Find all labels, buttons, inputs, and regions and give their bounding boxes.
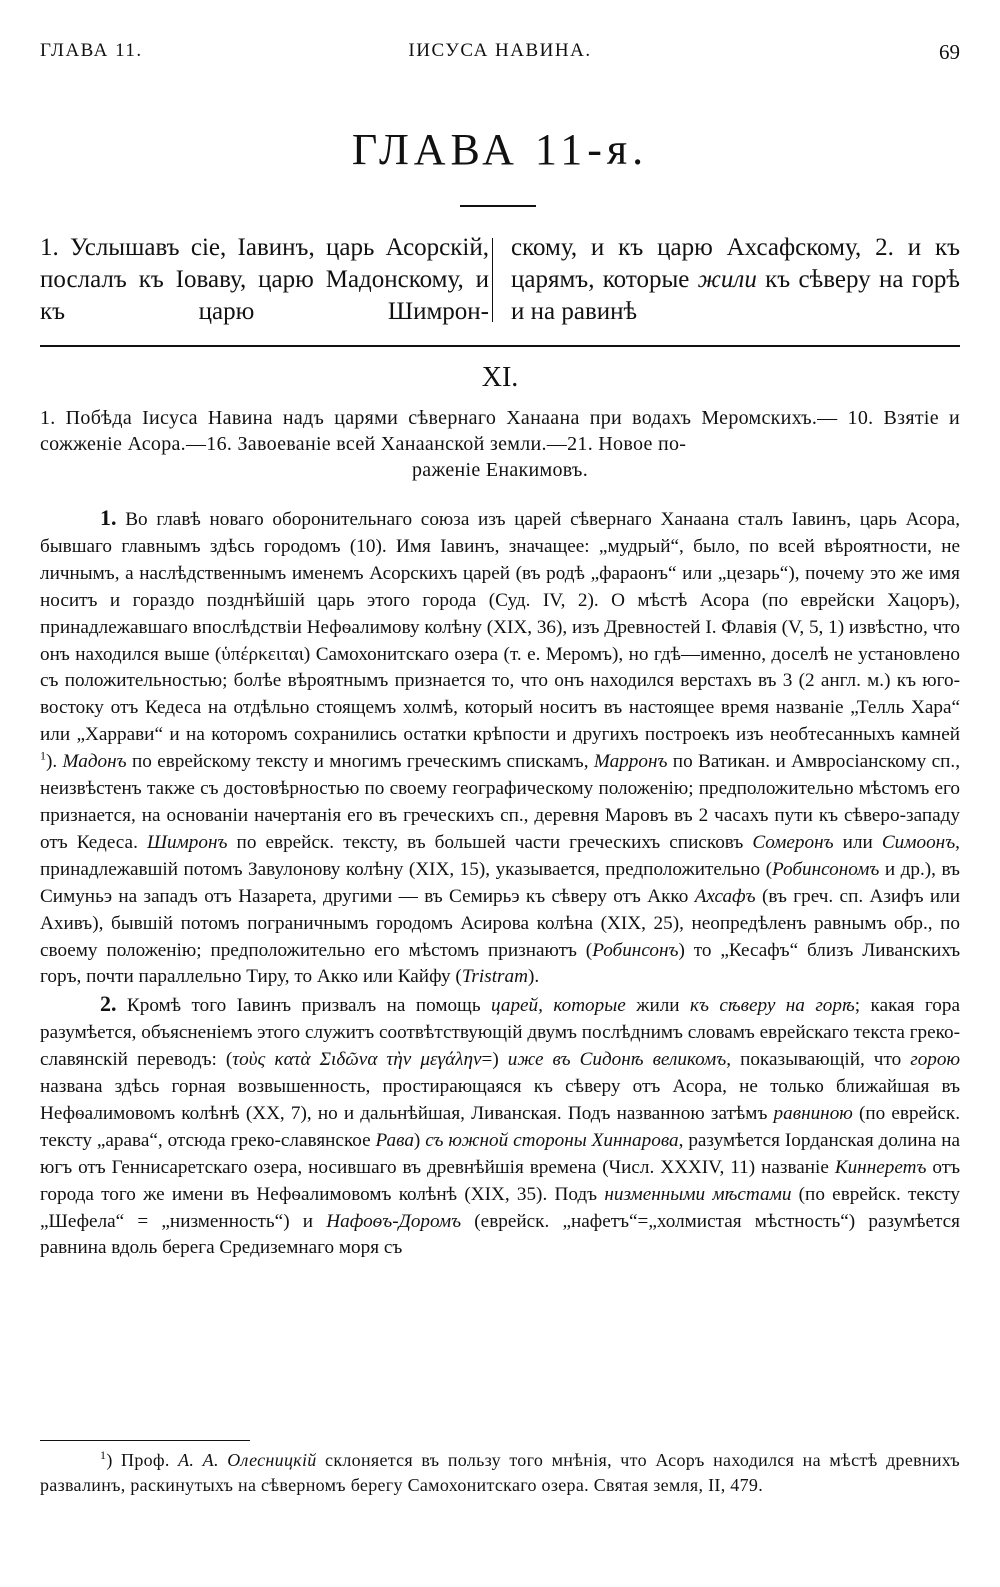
scripture-right-line: 2. и къ царямъ, которые bbox=[511, 234, 961, 293]
commentary-italic: Робинсономъ bbox=[771, 858, 880, 880]
verse-number: 2. bbox=[100, 991, 117, 1017]
scripture-left-column: 1. Услышавъ сіе, Іавинъ, царь Асорскій, послалъ къ Іоваву, царю Мадонскому, и къ царю Шимрон- bbox=[40, 234, 489, 325]
summary-text: 1. Побѣда Іисуса Навина надъ царями сѣвернаго Ханаана при водахъ Меромскихъ.— 10. Взятіе и сожженіе Асора.—16. Завоеваніе всей Ханаанской земли.—21. Новое по- bbox=[40, 407, 960, 455]
verse-number: 1. bbox=[100, 505, 117, 530]
page-number: 69 bbox=[939, 40, 960, 64]
commentary-text: по Ватикан. и Амвросіанскому сп., неизвѣстенъ также съ достовѣрностью по своему географическому положенію; предположительно мѣстомъ его признается, на основаніи начертанія его въ греческихъ сп., деревня Маровъ въ 2 часахъ пути къ сѣверо-западу отъ Кедеса. bbox=[40, 751, 960, 853]
summary-last-line: раженіе Енакимовъ. bbox=[411, 459, 588, 481]
commentary-text: или bbox=[833, 831, 882, 853]
footnote-paragraph bbox=[40, 1448, 960, 1498]
commentary-italic: Сомеронъ bbox=[752, 831, 834, 853]
commentary-italic: иже въ Сидонѣ великомъ bbox=[507, 1049, 727, 1071]
footnote-text: ) Проф. bbox=[106, 1450, 179, 1470]
commentary-italic: Нафоѳъ-Доромъ bbox=[326, 1210, 462, 1232]
commentary-italic: низменными мѣстами bbox=[604, 1183, 792, 1205]
commentary-text: названа здѣсь горная возвышенность, простирающаяся къ сѣверу отъ Асора, не только ближайшая въ Нефѳалимовомъ колѣнѣ (XX, 7), но и дальнѣйшая, Ливанская. Подъ названною затѣмъ bbox=[40, 1076, 960, 1124]
commentary-text: , принадлежавшій потомъ Завулонову колѣну (XIX, 15), указывается, предположительно ( bbox=[40, 831, 960, 880]
commentary-italic: царей, которые bbox=[491, 995, 626, 1017]
text-divider bbox=[40, 345, 960, 347]
commentary-paragraph bbox=[40, 505, 960, 991]
commentary-italic: Tristram bbox=[461, 966, 528, 988]
commentary-italic: съ южной стороны Хиннарова bbox=[425, 1129, 679, 1151]
scripture-right-line: къ сѣверу на горѣ и на равинѣ bbox=[511, 266, 960, 325]
commentary-text: (въ греч. сп. Азифъ или Ахивъ), бывшій потомъ пограничнымъ городомъ Асирова колѣна (XIX, 25), неопредѣленъ равнымъ обр., по своему положенію; предположительно его мѣстомъ признаютъ ( bbox=[40, 885, 960, 961]
footnote-text: склоняется въ пользу того мнѣнія, что Асоръ находился на мѣстѣ древнихъ развалинъ, раскинутыхъ на сѣверномъ берегу Самохонитскаго озера. Святая земля, II, 479. bbox=[40, 1450, 960, 1495]
scripture-right-line: скому, и къ царю Ахсафскому, bbox=[511, 234, 862, 261]
commentary-text: ; какая гора разумѣется, объясненіемъ этого служитъ соотвѣтствующій двумъ послѣднимъ словамъ еврейскаго текста греко-славянскій переводъ: ( bbox=[40, 995, 960, 1071]
scripture-right-column bbox=[511, 232, 960, 328]
running-head bbox=[40, 40, 960, 68]
commentary-italic: къ сѣверу на горѣ bbox=[689, 995, 855, 1017]
commentary-italic: равниною bbox=[773, 1102, 853, 1124]
commentary-italic: Ахсафъ bbox=[694, 885, 756, 907]
heading-divider bbox=[460, 205, 536, 207]
commentary-paragraph bbox=[40, 991, 960, 1262]
commentary-text: (еврейск. „нафетъ“=„холмистая мѣстность“) разумѣется равнина вдоль берега Средиземнаго моря съ bbox=[40, 1210, 960, 1259]
running-head-chapter: ГЛАВА 11. bbox=[40, 40, 143, 61]
commentary-italic: τοὺς κατὰ Σιδῶνα τὴν μεγάλην bbox=[232, 1049, 482, 1071]
commentary-text: отъ города того же имени въ Нефѳалимовомъ колѣнѣ (XIX, 35). Подъ bbox=[40, 1156, 960, 1205]
commentary-italic: Робинсонъ bbox=[592, 939, 679, 961]
column-divider bbox=[492, 238, 493, 322]
commentary-text: по еврейскому тексту и многимъ греческимъ спискамъ, bbox=[126, 751, 594, 773]
chapter-heading: ГЛАВА 11-я. bbox=[351, 125, 649, 174]
commentary-italic: горою bbox=[910, 1049, 961, 1071]
footnote-reference: 1 bbox=[40, 748, 46, 763]
commentary-italic: Симоонъ bbox=[881, 831, 956, 853]
commentary-text: ) то „Кесафъ“ близъ Ливанскихъ горъ, почти параллельно Тиру, то Акко или Кайфу ( bbox=[40, 939, 960, 988]
commentary-italic: Киннеретъ bbox=[834, 1156, 927, 1178]
commentary-text: ). bbox=[46, 751, 63, 773]
scripture-text bbox=[40, 232, 960, 344]
running-head-book-title: ІИСУСА НАВИНА. bbox=[408, 40, 592, 61]
commentary-text: =) bbox=[481, 1049, 508, 1071]
commentary-text: по еврейск. тексту, въ большей части греческихъ списковъ bbox=[227, 831, 753, 853]
footnote-divider bbox=[40, 1440, 250, 1441]
footnote bbox=[40, 1448, 960, 1498]
commentary-text: ). bbox=[527, 966, 540, 988]
commentary-text: Кромѣ того Іавинъ призвалъ на помощь bbox=[116, 995, 492, 1017]
commentary-italic: Рава bbox=[375, 1129, 414, 1151]
commentary bbox=[40, 505, 960, 1262]
chapter-summary bbox=[40, 405, 960, 483]
commentary-italic: Мадонъ bbox=[62, 751, 127, 773]
scripture-italic-word: жили bbox=[697, 266, 757, 293]
footnote-marker: 1 bbox=[100, 1448, 107, 1462]
commentary-text: (по еврейск. тексту „Шефела“ = „низменность“) и bbox=[40, 1183, 960, 1232]
commentary-text: , показывающій, что bbox=[726, 1049, 911, 1071]
commentary-text: (по еврейск. тексту „арава“, отсюда греко-славянское bbox=[40, 1102, 961, 1151]
commentary-text: ) bbox=[413, 1129, 426, 1151]
section-numeral: XI. bbox=[481, 362, 519, 393]
footnote-italic: А. А. Олесницкій bbox=[178, 1450, 317, 1470]
commentary-italic: Шимронъ bbox=[146, 831, 228, 853]
commentary-text: Во главѣ новаго оборонительнаго союза изъ царей сѣвернаго Ханаана сталъ Іавинъ, царь Асора, бывшаго главнымъ здѣсь городомъ (10). Имя Іавинъ, значащее: „мудрый“, было, по всей вѣроятности, не личнымъ, а наслѣдственнымъ именемъ Асорскихъ царей (въ родѣ „фараонъ“ или „цезарь“), почему это же имя носитъ и гораздо позднѣйшій царь этого города (Суд. IV, 2). О мѣстѣ Асора (по еврейски Хацоръ), принадлежавшаго впослѣдствіи Нефѳалимову колѣну (XIX, 36), изъ Древностей І. Флавія (V, 5, 1) извѣстно, что онъ находился выше (ὑπέρκειται) Самохонитскаго озера (т. е. Меромъ), но гдѣ—именно, доселѣ не установлено съ положительностью; болѣе вѣроятнымъ признается то, что онъ находился верстахъ въ 3 (2 англ. м.) къ юго-востоку отъ Кедеса на отдѣльно стоящемъ холмѣ, который носитъ въ настоящее время названіе „Телль Хара“ или „Харрави“ и на которомъ сохранились остатки крѣпости и другихъ построекъ изъ необтесанныхъ камней bbox=[40, 509, 960, 746]
commentary-text: и др.), въ Симуньэ на западъ отъ Назарета, другими — въ Семирьэ къ сѣверу отъ Акко bbox=[40, 858, 960, 907]
commentary-text: , разумѣется Іорданская долина на югъ отъ Геннисаретскаго озера, носившаго въ древнѣйшія времена (Числ. XXXIV, 11) названіе bbox=[40, 1129, 960, 1178]
commentary-text: жили bbox=[625, 995, 690, 1017]
commentary-italic: Марронъ bbox=[593, 751, 668, 773]
